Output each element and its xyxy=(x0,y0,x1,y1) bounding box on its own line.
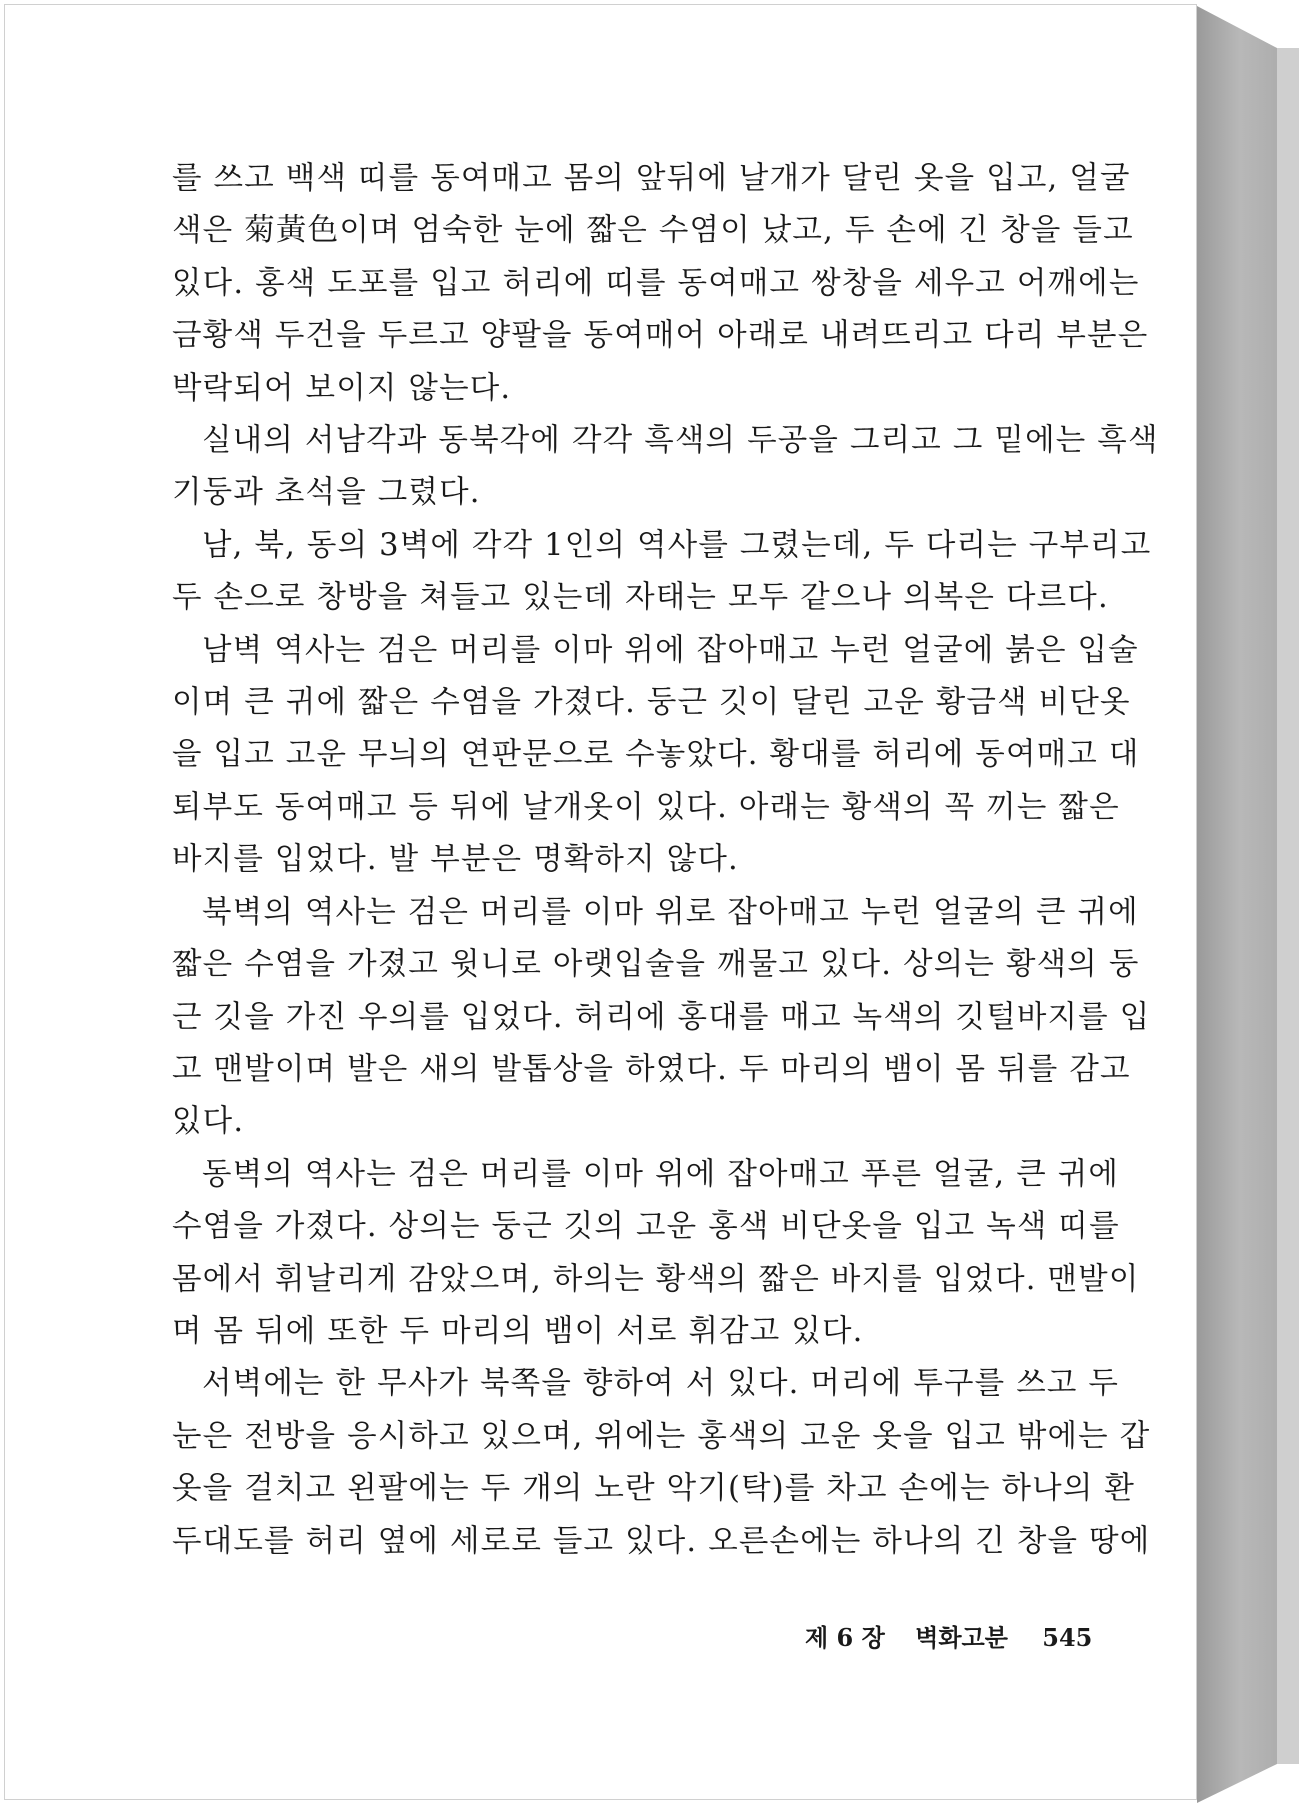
page-number: 545 xyxy=(1042,1623,1093,1652)
section-title: 벽화고분 xyxy=(915,1623,1008,1652)
text-line: 몸에서 휘날리게 감았으며, 하의는 황색의 짧은 바지를 입었다. 맨발이 xyxy=(172,1261,1140,1297)
book-side-shade xyxy=(1277,48,1299,1764)
text-line: 두 손으로 창방을 쳐들고 있는데 자태는 모두 같으나 의복은 다르다. xyxy=(172,580,1109,616)
text-line: 동벽의 역사는 검은 머리를 이마 위에 잡아매고 푸른 얼굴, 큰 귀에 xyxy=(202,1156,1120,1192)
text-line: 짧은 수염을 가졌고 윗니로 아랫입술을 깨물고 있다. 상의는 황색의 둥 xyxy=(172,947,1140,983)
chapter-label: 제 6 장 xyxy=(805,1623,885,1652)
text-line: 근 깃을 가진 우의를 입었다. 허리에 홍대를 매고 녹색의 깃털바지를 입 xyxy=(172,999,1151,1035)
text-line: 퇴부도 동여매고 등 뒤에 날개옷이 있다. 아래는 황색의 꼭 끼는 짧은 xyxy=(172,789,1120,825)
text-line: 며 몸 뒤에 또한 두 마리의 뱀이 서로 휘감고 있다. xyxy=(172,1313,864,1349)
text-line: 서벽에는 한 무사가 북쪽을 향하여 서 있다. 머리에 투구를 쓰고 두 xyxy=(202,1366,1120,1402)
text-line: 바지를 입었다. 발 부분은 명확하지 않다. xyxy=(172,842,739,878)
text-line: 두대도를 허리 옆에 세로로 들고 있다. 오른손에는 하나의 긴 창을 땅에 xyxy=(172,1523,1151,1559)
text-line: 실내의 서남각과 동북각에 각각 흑색의 두공을 그리고 그 밑에는 흑색 xyxy=(202,423,1159,459)
page-footer xyxy=(805,1618,1092,1653)
text-line: 을 입고 고운 무늬의 연판문으로 수놓았다. 황대를 허리에 동여매고 대 xyxy=(172,737,1140,773)
text-line: 남, 북, 동의 3벽에 각각 1인의 역사를 그렸는데, 두 다리는 구부리고 xyxy=(202,527,1152,563)
text-line: 있다. xyxy=(172,1104,245,1140)
text-line: 남벽 역사는 검은 머리를 이마 위에 잡아매고 누런 얼굴에 붉은 입술 xyxy=(202,632,1139,668)
text-line: 눈은 전방을 응시하고 있으며, 위에는 홍색의 고운 옷을 입고 밖에는 갑 xyxy=(172,1418,1151,1454)
text-line: 금황색 두건을 두르고 양팔을 동여매어 아래로 내려뜨리고 다리 부분은 xyxy=(172,318,1149,354)
text-line: 북벽의 역사는 검은 머리를 이마 위로 잡아매고 누런 얼굴의 큰 귀에 xyxy=(202,894,1139,930)
text-line: 박락되어 보이지 않는다. xyxy=(172,370,512,406)
text-line: 색은 菊黃色이며 엄숙한 눈에 짧은 수염이 났고, 두 손에 긴 창을 들고 xyxy=(172,213,1134,249)
text-line: 를 쓰고 백색 띠를 동여매고 몸의 앞뒤에 날개가 달린 옷을 입고, 얼굴 xyxy=(172,161,1131,196)
text-line: 있다. 홍색 도포를 입고 허리에 띠를 동여매고 쌍창을 세우고 어깨에는 xyxy=(172,265,1140,301)
body-text xyxy=(172,153,1159,1568)
text-line: 기둥과 초석을 그렸다. xyxy=(172,475,481,511)
book-page xyxy=(4,4,1197,1800)
text-line: 수염을 가졌다. 상의는 둥근 깃의 고운 홍색 비단옷을 입고 녹색 띠를 xyxy=(172,1209,1120,1245)
text-line: 옷을 걸치고 왼팔에는 두 개의 노란 악기(탁)를 차고 손에는 하나의 환 xyxy=(172,1471,1136,1507)
text-line: 이며 큰 귀에 짧은 수염을 가졌다. 둥근 깃이 달린 고운 황금색 비단옷 xyxy=(172,685,1131,721)
text-line: 고 맨발이며 발은 새의 발톱상을 하였다. 두 마리의 뱀이 몸 뒤를 감고 xyxy=(172,1051,1131,1087)
